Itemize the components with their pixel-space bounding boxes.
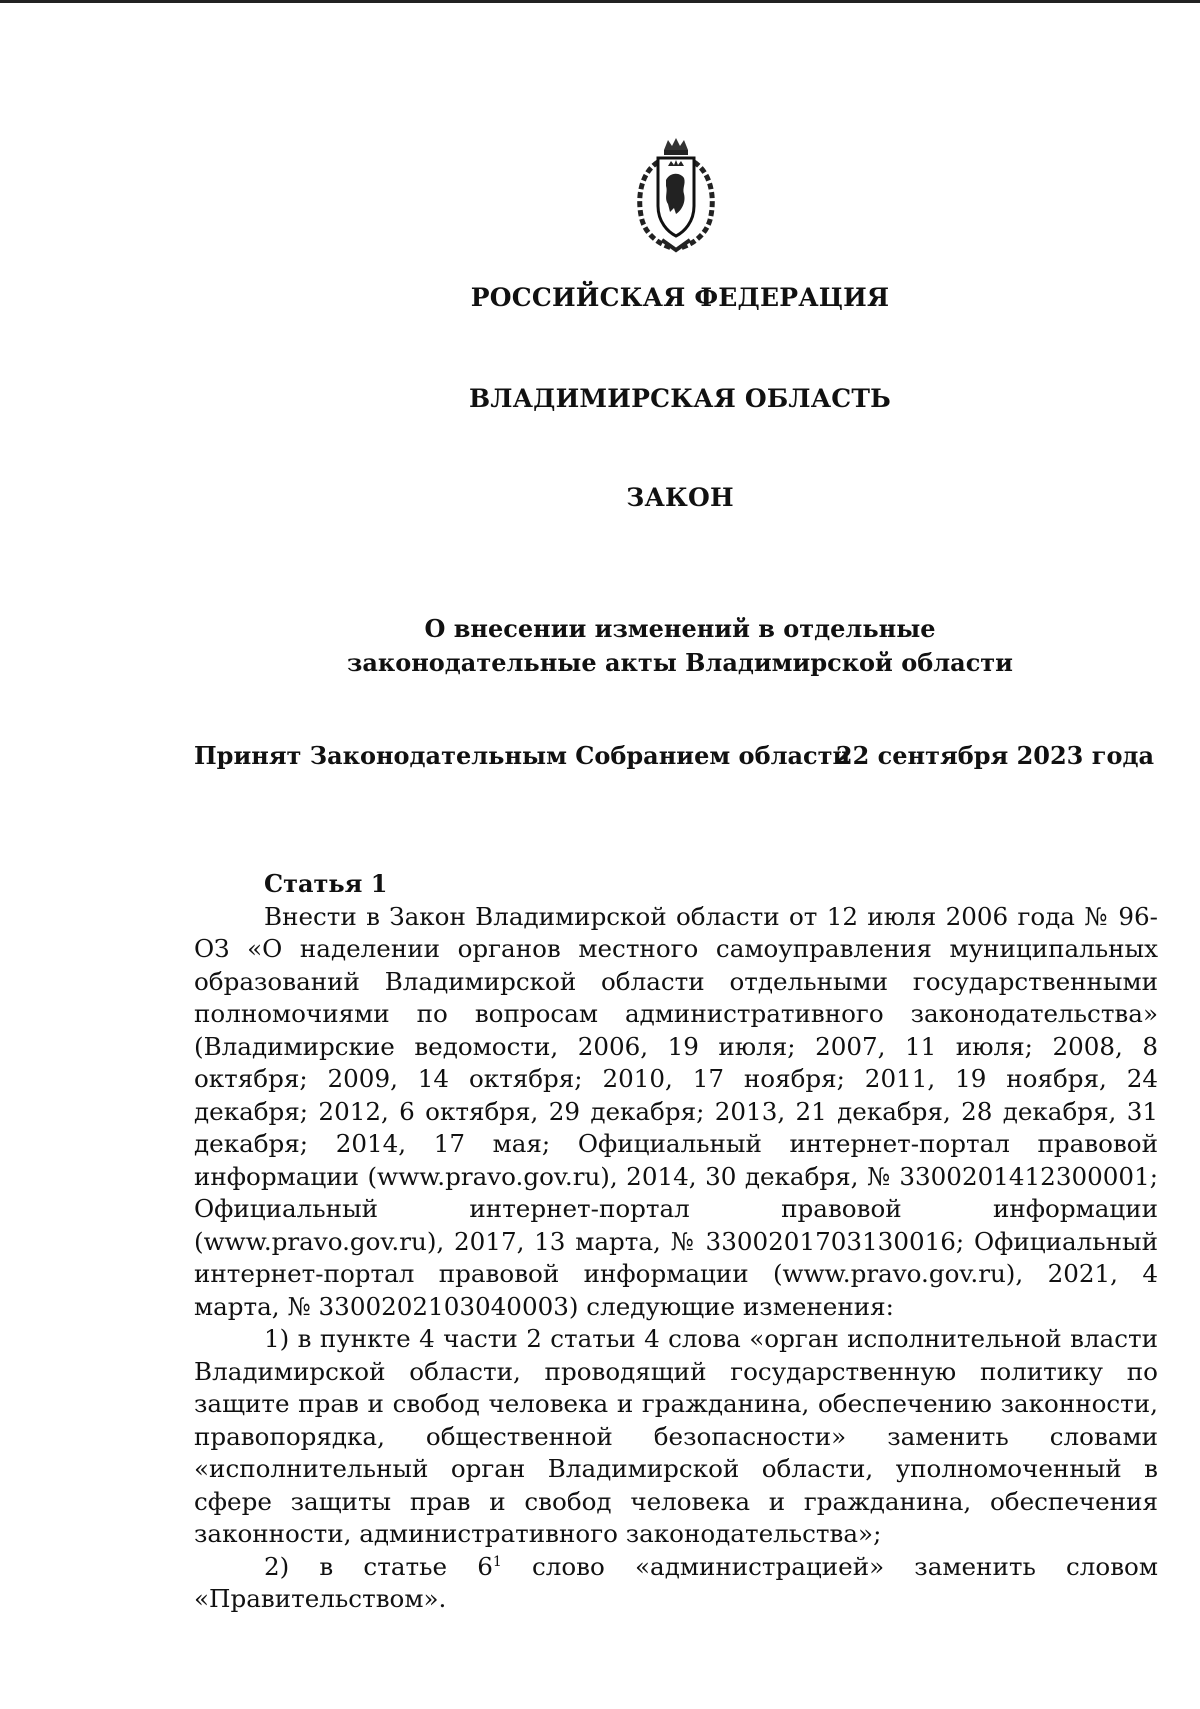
region-heading: ВЛАДИМИРСКАЯ ОБЛАСТЬ (468, 384, 892, 413)
coat-of-arms-icon (628, 136, 724, 256)
country-heading: РОССИЙСКАЯ ФЕДЕРАЦИЯ (470, 283, 890, 312)
article-intro-paragraph: Внести в Закон Владимирской области от 12 июля 2006 года № 96-ОЗ «О наделении органов местного самоуправления муниципальных образований Владимирской области отдельными государственными полномочиями по вопросам административного законодательства» (Владимирские ведомости, 2006, 19 июля; 2007, 11 июля; 2008, 8 октября; 2009, 14 октября; 2010, 17 ноября; 2011, 19 ноября, 24 декабря; 2012, 6 октября, 29 декабря; 2013, 21 декабря, 28 декабря, 31 декабря; 2014, 17 мая; Официальный интернет-портал правовой информации (www.pravo.gov.ru), 2014, 30 декабря, № 3300201412300001; Официальный интернет-портал правовой информации (www.pravo.gov.ru), 2017, 13 марта, № 3300201703130016; Официальный интернет-портал правовой информации (www.pravo.gov.ru), 2021, 4 марта, № 3300202103040003) следующие изменения: (194, 901, 1158, 1321)
amendment-item-1: 1) в пункте 4 части 2 статьи 4 слова «орган исполнительной власти Владимирской области, проводящий государственную политику по защите прав и свобод человека и гражданина, обеспечению законности, правопорядка, общественной безопасности» заменить словами «исполнительный орган Владимирской области, уполномоченный в сфере защиты прав и свобод человека и гражданина, обеспечения законности, административного законодательства»; (194, 1324, 1158, 1548)
document-type-heading: ЗАКОН (626, 483, 734, 512)
law-title-line-2: законодательные акты Владимирской области (347, 648, 1013, 677)
article-body (194, 868, 1158, 1616)
article-number-superscript: 1 (492, 1553, 502, 1570)
law-title-line-1: О внесении изменений в отдельные (424, 614, 936, 643)
adoption-label: Принят Законодательным Собранием области (194, 741, 851, 770)
amendment-item-2-start: 2) в статье 6 (264, 1551, 493, 1581)
top-border-line (0, 0, 1200, 3)
adoption-date: 22 сентября 2023 года (835, 741, 1154, 770)
amendment-item-2-rest: слово «администрацией» заменить словом (501, 1551, 1158, 1581)
article-title: Статья 1 (264, 869, 388, 898)
amendment-item-2-end: «Правительством». (194, 1584, 447, 1613)
amendment-item-2 (194, 1551, 1158, 1584)
law-title (200, 612, 1160, 680)
